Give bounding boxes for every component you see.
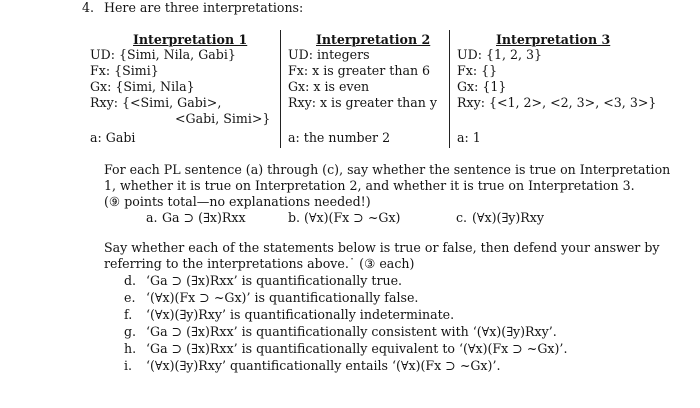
column-divider-2	[449, 30, 450, 148]
interpretation-3-gx: Gx: {1}	[457, 79, 507, 94]
statement-h-label: h.	[124, 341, 137, 356]
sentence-a-label: a.	[146, 210, 158, 225]
part1-instructions-line-3: (⑨ points total—no explanations needed!)	[104, 194, 371, 209]
part1-instructions-line-2: 1, whether it is true on Interpretation 2, and whether it is true on Interpretation 3.	[104, 178, 635, 193]
interpretation-1-ud: UD: {Simi, Nila, Gabi}	[90, 47, 236, 62]
interpretation-2-fx: Fx: x is greater than 6	[288, 63, 431, 78]
statement-i: ‘(∀x)(∃y)Rxy’ quantificationally entails ‘(∀x)(Fx ⊃ ~Gx)’.	[146, 358, 501, 373]
statement-f: ‘(∀x)(∃y)Rxy’ is quantificationally indeterminate.	[146, 307, 455, 322]
interpretation-3-constant: a: 1	[457, 130, 481, 145]
sentence-c-label: c.	[456, 210, 468, 225]
interpretation-3-rxy: Rxy: {<1, 2>, <2, 3>, <3, 3>}	[457, 95, 657, 110]
statement-f-label: f.	[124, 307, 133, 322]
interpretation-1-fx: Fx: {Simi}	[90, 63, 159, 78]
sentence-a: Ga ⊃ (∃x)Rxx	[162, 210, 246, 225]
question-heading: Here are three interpretations:	[104, 0, 304, 15]
interpretation-1-constant: a: Gabi	[90, 130, 136, 145]
sentence-b: (∀x)(Fx ⊃ ~Gx)	[304, 210, 401, 225]
sentence-c: (∀x)(∃y)Rxy	[472, 210, 545, 225]
interpretation-3-fx: Fx: {}	[457, 63, 498, 78]
statement-g-label: g.	[124, 324, 137, 339]
part2-instructions-line-2: referring to the interpretations above.˙ (③ each)	[104, 256, 415, 271]
interpretation-1-title: Interpretation 1	[133, 32, 248, 47]
part1-instructions-line-1: For each PL sentence (a) through (c), say whether the sentence is true on Interpretation	[104, 162, 671, 177]
interpretation-2-gx: Gx: x is even	[288, 79, 370, 94]
part2-instructions-line-1: Say whether each of the statements below is true or false, then defend your answer by	[104, 240, 660, 255]
statement-e-label: e.	[124, 290, 136, 305]
statement-e: ‘(∀x)(Fx ⊃ ~Gx)’ is quantificationally false.	[146, 290, 419, 305]
question-number: 4.	[82, 0, 95, 15]
column-divider-1	[280, 30, 281, 148]
interpretation-2-constant: a: the number 2	[288, 130, 391, 145]
statement-i-label: i.	[124, 358, 133, 373]
statement-d: ‘Ga ⊃ (∃x)Rxx’ is quantificationally true.	[146, 273, 403, 288]
statement-g: ‘Ga ⊃ (∃x)Rxx’ is quantificationally consistent with ‘(∀x)(∃y)Rxy’.	[146, 324, 557, 339]
sentence-b-label: b.	[288, 210, 301, 225]
interpretation-2-rxy: Rxy: x is greater than y	[288, 95, 438, 110]
interpretation-1-rxy: Rxy: {<Simi, Gabi>,	[90, 95, 222, 110]
interpretation-3-title: Interpretation 3	[496, 32, 611, 47]
statement-d-label: d.	[124, 273, 137, 288]
interpretation-2-title: Interpretation 2	[316, 32, 431, 47]
interpretation-3-ud: UD: {1, 2, 3}	[457, 47, 543, 62]
interpretation-1-rxy-cont: <Gabi, Simi>}	[175, 111, 271, 126]
statement-h: ‘Ga ⊃ (∃x)Rxx’ is quantificationally equivalent to ‘(∀x)(Fx ⊃ ~Gx)’.	[146, 341, 568, 356]
interpretation-2-ud: UD: integers	[288, 47, 370, 62]
interpretation-1-gx: Gx: {Simi, Nila}	[90, 79, 195, 94]
